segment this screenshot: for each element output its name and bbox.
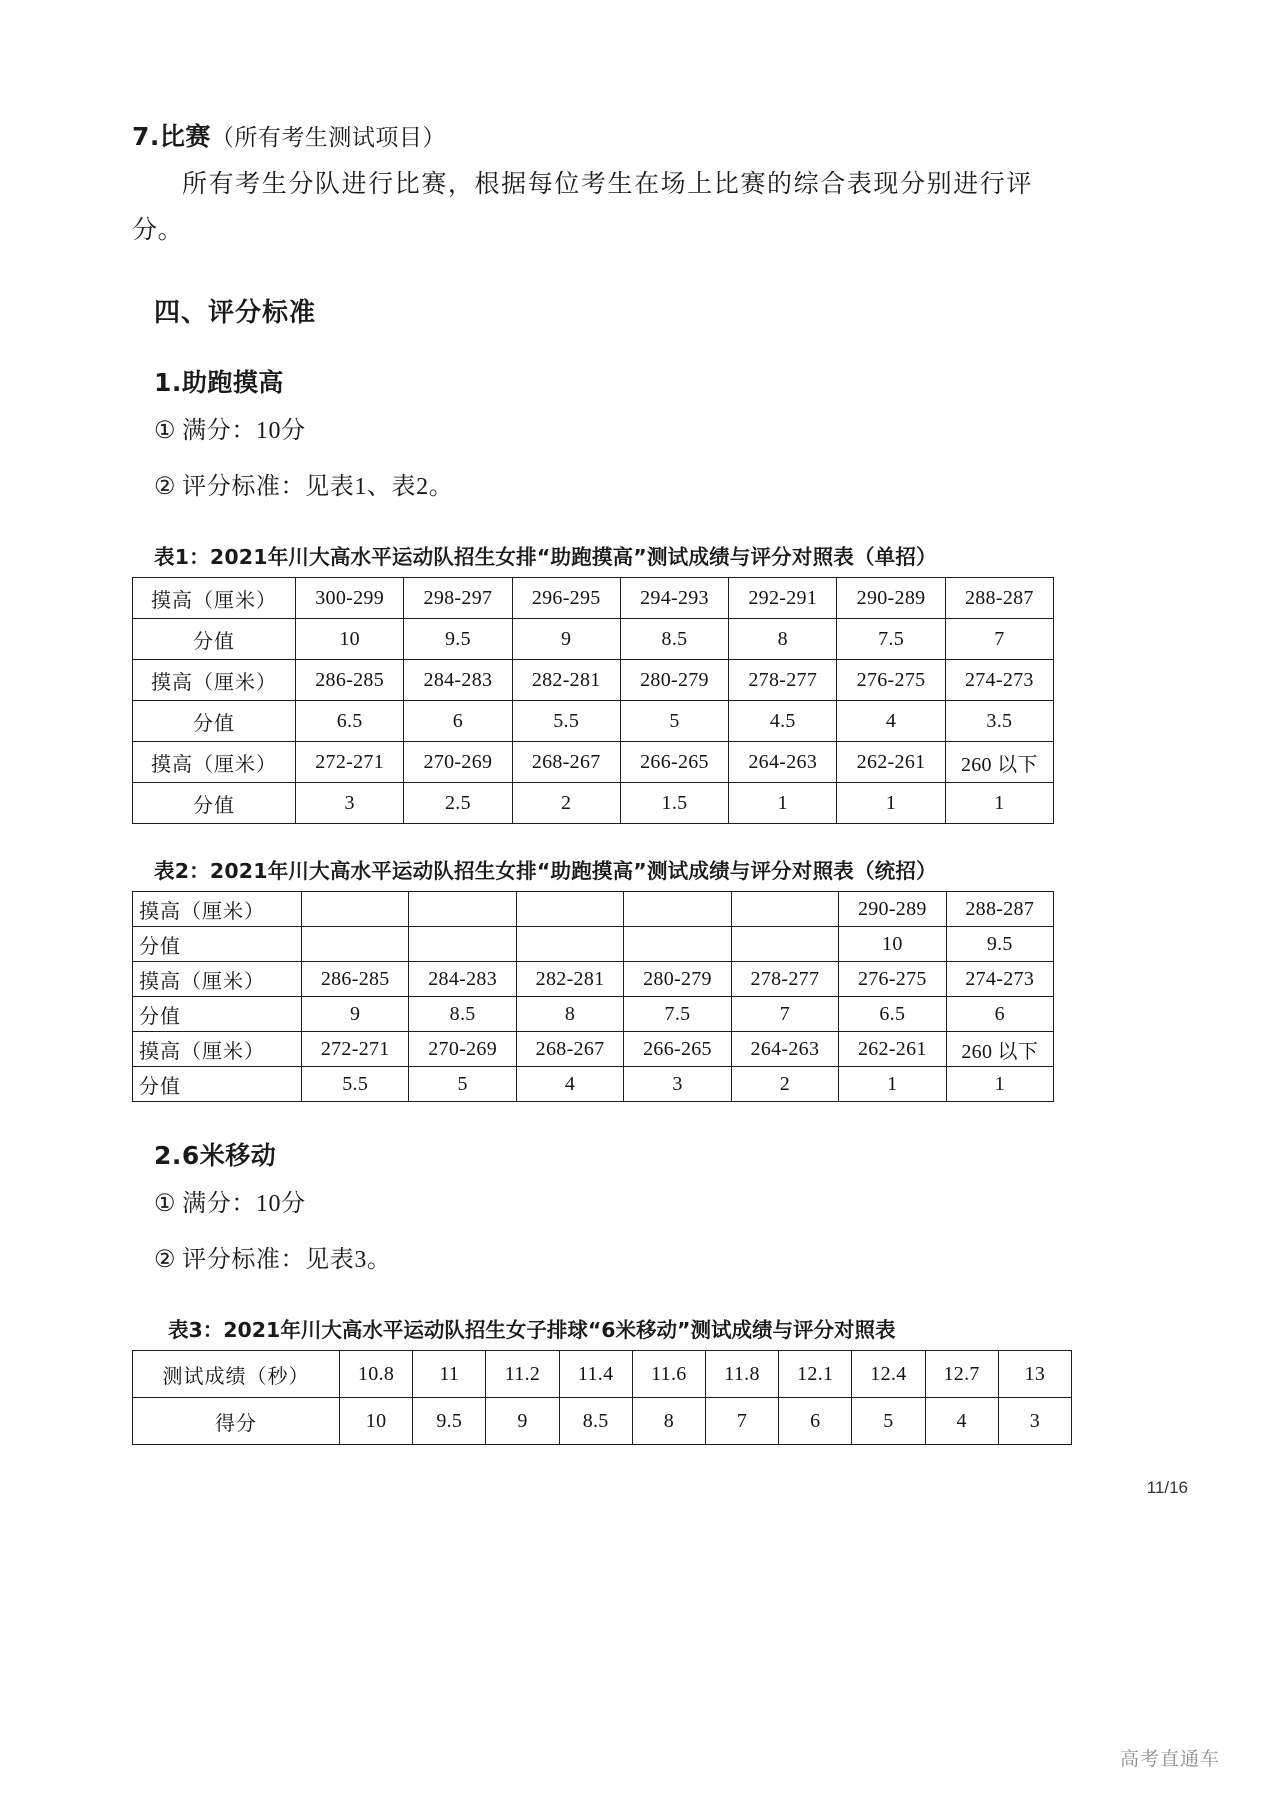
table-cell: 294-293 (620, 578, 728, 619)
table-1 (132, 577, 1054, 824)
circled-number-1: ① (154, 1191, 177, 1218)
table-cell: 292-291 (729, 578, 837, 619)
table-cell: 284-283 (404, 660, 512, 701)
table-row (133, 742, 1054, 783)
table-cell: 4 (925, 1398, 998, 1445)
table-cell: 4 (837, 701, 945, 742)
table-cell (624, 892, 731, 927)
table-cell: 3 (624, 1067, 731, 1102)
table-cell: 4.5 (729, 701, 837, 742)
table3-title: 表3：2021年川大高水平运动队招生女子排球“6米移动”测试成绩与评分对照表 (168, 1318, 896, 1343)
table-cell: 7.5 (624, 997, 731, 1032)
table-cell: 9.5 (404, 619, 512, 660)
table-cell: 9 (486, 1398, 559, 1445)
heading-item-7-paren: （所有考生测试项目） (210, 125, 446, 150)
table-cell: 276-275 (839, 962, 946, 997)
table-cell: 8.5 (620, 619, 728, 660)
table-cell: 9 (302, 997, 409, 1032)
circled-number-2: ② (154, 1246, 177, 1273)
table-cell: 6 (404, 701, 512, 742)
row-label: 分值 (133, 997, 302, 1032)
table-cell: 300-299 (296, 578, 404, 619)
table-row (133, 1351, 1072, 1398)
table-cell: 12.7 (925, 1351, 998, 1398)
table-cell: 298-297 (404, 578, 512, 619)
table-cell: 1 (837, 783, 945, 824)
table-cell: 10 (839, 927, 946, 962)
table-cell: 286-285 (296, 660, 404, 701)
table-cell: 290-289 (837, 578, 945, 619)
paragraph-item-7: 所有考生分队进行比赛，根据每位考生在场上比赛的综合表现分别进行评分。 (132, 170, 1032, 244)
table-cell (409, 927, 516, 962)
table-cell: 8 (516, 997, 623, 1032)
table-cell: 264-263 (731, 1032, 838, 1067)
row-label: 摸高（厘米） (133, 962, 302, 997)
table-cell: 5.5 (302, 1067, 409, 1102)
heading-item-7-bold: 7.比赛 (132, 122, 211, 151)
table-cell: 1 (946, 1067, 1053, 1102)
table-cell: 10.8 (340, 1351, 413, 1398)
item-1-line-1-text: 满分：10分 (182, 418, 306, 444)
table-cell: 13 (998, 1351, 1071, 1398)
table-cell (516, 927, 623, 962)
table-cell: 284-283 (409, 962, 516, 997)
table-cell: 2 (731, 1067, 838, 1102)
table-cell: 260 以下 (946, 1032, 1053, 1067)
table-row (133, 962, 1054, 997)
table-cell: 3 (998, 1398, 1071, 1445)
table-row (133, 892, 1054, 927)
page-content (132, 118, 1046, 1445)
table-cell: 272-271 (296, 742, 404, 783)
table-cell: 3 (296, 783, 404, 824)
item-1-line-2 (154, 465, 1032, 511)
table-cell: 274-273 (946, 962, 1053, 997)
table-row (133, 1067, 1054, 1102)
table-cell: 2 (512, 783, 620, 824)
table-cell (302, 927, 409, 962)
table-cell: 296-295 (512, 578, 620, 619)
table-cell (409, 892, 516, 927)
table2-title: 表2：2021年川大高水平运动队招生女排“助跑摸高”测试成绩与评分对照表（统招） (154, 859, 937, 884)
row-label: 摸高（厘米） (133, 660, 296, 701)
table-cell: 10 (296, 619, 404, 660)
row-label: 摸高（厘米） (133, 742, 296, 783)
table-cell (516, 892, 623, 927)
item-1-line-1 (154, 409, 1032, 455)
circled-number-2: ② (154, 473, 177, 500)
table-cell: 274-273 (945, 660, 1053, 701)
table-cell: 3.5 (945, 701, 1053, 742)
watermark: 高考直通车 (1119, 1748, 1220, 1770)
table-cell: 282-281 (512, 660, 620, 701)
table-cell: 8 (729, 619, 837, 660)
table-row (133, 783, 1054, 824)
table-2 (132, 891, 1054, 1102)
table-cell: 7 (945, 619, 1053, 660)
table-cell: 1.5 (620, 783, 728, 824)
table-cell: 5 (852, 1398, 925, 1445)
table-cell: 6 (779, 1398, 852, 1445)
table-cell: 11.8 (705, 1351, 778, 1398)
table-cell: 7.5 (837, 619, 945, 660)
table-cell: 264-263 (729, 742, 837, 783)
table-cell: 11.6 (632, 1351, 705, 1398)
table-row (133, 701, 1054, 742)
table-cell (731, 892, 838, 927)
item-2-line-1 (154, 1182, 1032, 1228)
row-label: 得分 (133, 1398, 340, 1445)
heading-item-1: 1.助跑摸高 (154, 368, 284, 397)
table-cell: 12.4 (852, 1351, 925, 1398)
table-cell: 288-287 (945, 578, 1053, 619)
table-3 (132, 1350, 1072, 1445)
table-cell: 7 (705, 1398, 778, 1445)
table-cell: 11 (413, 1351, 486, 1398)
table-cell: 286-285 (302, 962, 409, 997)
table-cell: 260 以下 (945, 742, 1053, 783)
table-cell: 4 (516, 1067, 623, 1102)
table-3-body (133, 1351, 1072, 1445)
table-cell: 288-287 (946, 892, 1053, 927)
table-cell: 266-265 (620, 742, 728, 783)
table-cell: 262-261 (839, 1032, 946, 1067)
table-cell: 8 (632, 1398, 705, 1445)
table-cell: 7 (731, 997, 838, 1032)
table-cell: 8.5 (409, 997, 516, 1032)
table-cell (624, 927, 731, 962)
table-cell: 282-281 (516, 962, 623, 997)
table-row (133, 1032, 1054, 1067)
table-cell: 278-277 (731, 962, 838, 997)
table-cell: 5.5 (512, 701, 620, 742)
row-label: 摸高（厘米） (133, 892, 302, 927)
table-cell: 276-275 (837, 660, 945, 701)
table-row (133, 927, 1054, 962)
table1-title: 表1：2021年川大高水平运动队招生女排“助跑摸高”测试成绩与评分对照表（单招） (154, 545, 937, 570)
table-row (133, 619, 1054, 660)
table-row (133, 578, 1054, 619)
item-2-line-1-text: 满分：10分 (182, 1191, 306, 1218)
table-cell (302, 892, 409, 927)
row-label: 摸高（厘米） (133, 1032, 302, 1067)
table-cell: 278-277 (729, 660, 837, 701)
table-cell: 8.5 (559, 1398, 632, 1445)
heading-item-7 (132, 118, 1032, 156)
circled-number-1: ① (154, 418, 177, 444)
table-cell: 9 (512, 619, 620, 660)
table-row (133, 660, 1054, 701)
table-cell: 268-267 (516, 1032, 623, 1067)
table-row (133, 997, 1054, 1032)
table-cell: 268-267 (512, 742, 620, 783)
table-cell: 11.4 (559, 1351, 632, 1398)
table-cell: 12.1 (779, 1351, 852, 1398)
table-cell: 6 (946, 997, 1053, 1032)
item-2-line-2 (154, 1238, 1032, 1284)
table-cell: 1 (729, 783, 837, 824)
table-cell: 1 (945, 783, 1053, 824)
table-cell: 280-279 (620, 660, 728, 701)
table-cell (731, 927, 838, 962)
heading-section-4: 四、评分标准 (154, 298, 317, 328)
table-cell: 9.5 (413, 1398, 486, 1445)
table-cell: 272-271 (302, 1032, 409, 1067)
row-label: 测试成绩（秒） (133, 1351, 340, 1398)
table-cell: 5 (620, 701, 728, 742)
table-cell: 6.5 (839, 997, 946, 1032)
table-cell: 266-265 (624, 1032, 731, 1067)
table-cell: 280-279 (624, 962, 731, 997)
table-cell: 11.2 (486, 1351, 559, 1398)
row-label: 分值 (133, 783, 296, 824)
table-cell: 1 (839, 1067, 946, 1102)
table-cell: 9.5 (946, 927, 1053, 962)
item-2-line-2-text: 评分标准：见表3。 (182, 1246, 392, 1273)
table-cell: 270-269 (404, 742, 512, 783)
table-cell: 270-269 (409, 1032, 516, 1067)
table-cell: 10 (340, 1398, 413, 1445)
table-1-body (133, 578, 1054, 824)
table-cell: 2.5 (404, 783, 512, 824)
table-cell: 5 (409, 1067, 516, 1102)
table-row (133, 1398, 1072, 1445)
row-label: 摸高（厘米） (133, 578, 296, 619)
item-1-line-2-text: 评分标准：见表1、表2。 (182, 473, 454, 500)
page-number: 11/16 (1146, 1478, 1188, 1497)
heading-item-2: 2.6米移动 (154, 1141, 277, 1171)
table-2-body (133, 892, 1054, 1102)
row-label: 分值 (133, 619, 296, 660)
row-label: 分值 (133, 1067, 302, 1102)
row-label: 分值 (133, 701, 296, 742)
table-cell: 6.5 (296, 701, 404, 742)
row-label: 分值 (133, 927, 302, 962)
table-cell: 262-261 (837, 742, 945, 783)
table-cell: 290-289 (839, 892, 946, 927)
